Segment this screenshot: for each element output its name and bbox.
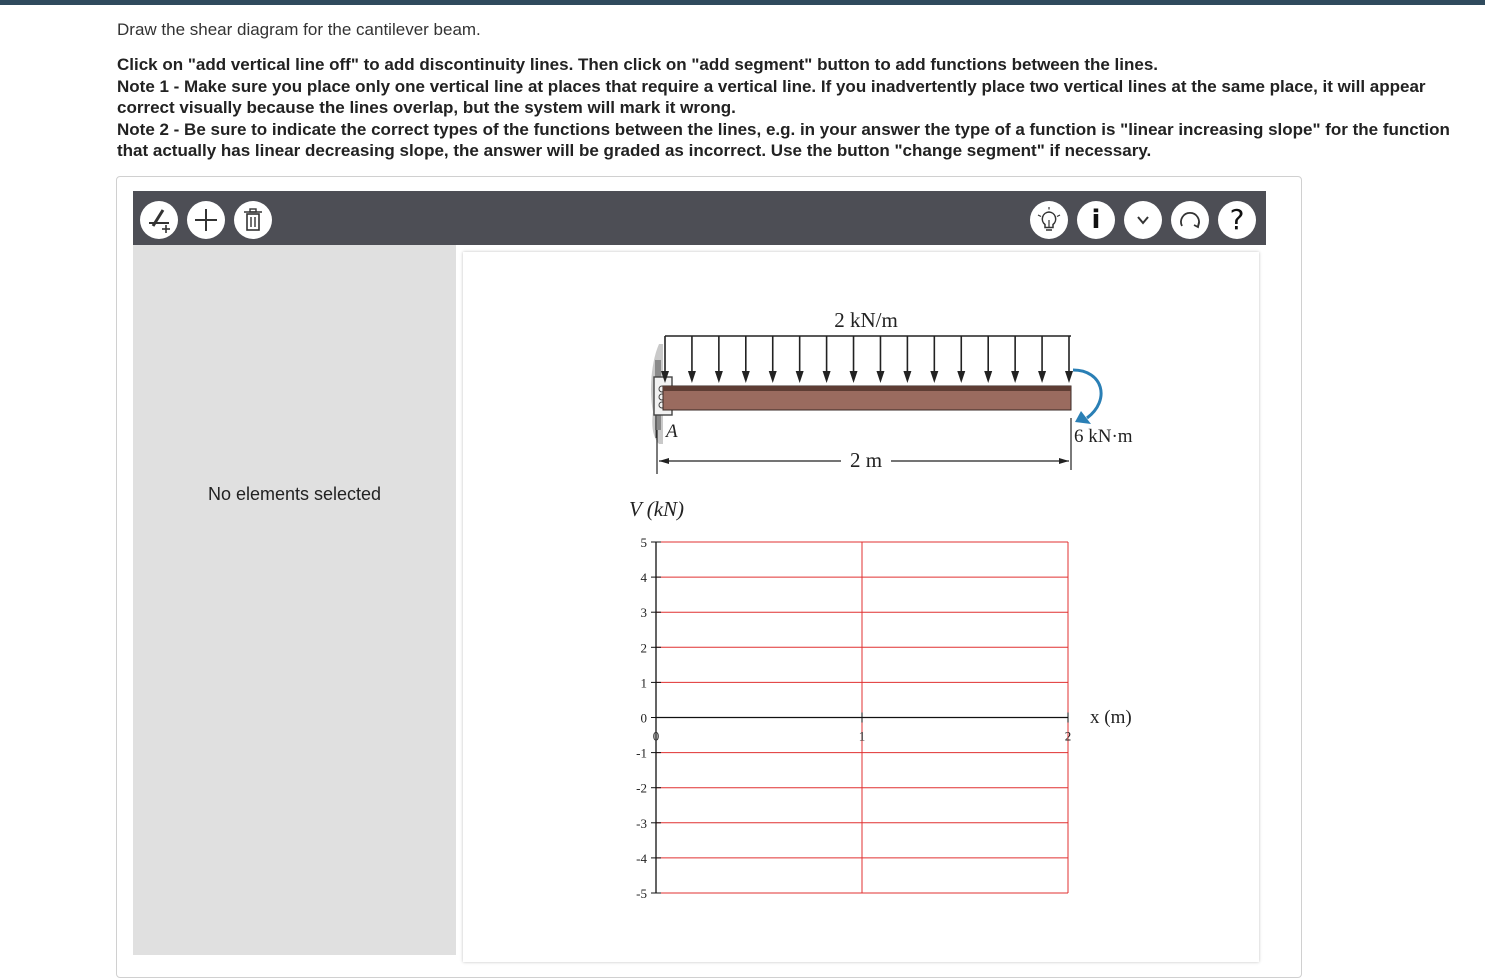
hint-button[interactable] — [1030, 201, 1068, 239]
load-arrowhead — [742, 371, 750, 383]
vertical-line-icon — [145, 206, 173, 234]
load-label: 2 kN/m — [834, 308, 898, 332]
expand-button[interactable] — [1124, 201, 1162, 239]
y-tick-label: 4 — [640, 570, 647, 586]
load-arrowhead — [850, 371, 858, 383]
add-vertical-line-button[interactable] — [140, 201, 178, 239]
load-arrowhead — [688, 371, 696, 383]
figure-and-chart[interactable] — [463, 252, 1259, 962]
y-tick-label: -1 — [636, 745, 647, 761]
load-arrowhead — [876, 371, 884, 383]
moment-label: 6 kN·m — [1074, 426, 1133, 447]
load-arrowhead — [1065, 371, 1073, 383]
load-arrowhead — [930, 371, 938, 383]
info-icon: i — [1091, 205, 1101, 235]
top-accent-bar — [0, 0, 1485, 5]
shear-chart[interactable] — [629, 497, 1132, 901]
x-tick-label: 1 — [858, 728, 866, 744]
load-arrows — [661, 336, 1073, 383]
load-arrowhead — [769, 371, 777, 383]
load-arrowhead — [796, 371, 804, 383]
y-tick-label: 2 — [640, 640, 647, 656]
y-tick-label: 3 — [640, 605, 647, 621]
trash-icon — [239, 206, 267, 234]
load-arrowhead — [1011, 371, 1019, 383]
instruction-note-1: Note 1 - Make sure you place only one vertical line at places that require a vertical line. If you inadvertently place two vertical lines at the same place, it will appear correct visually because the lines overlap, but the system will mark it wrong. — [117, 76, 1426, 117]
question-icon: ? — [1229, 203, 1245, 236]
drawing-canvas[interactable] — [463, 252, 1259, 962]
lightbulb-icon — [1035, 206, 1063, 234]
y-tick-label: 5 — [640, 535, 647, 550]
add-segment-button[interactable] — [187, 201, 225, 239]
y-tick-label: -3 — [636, 815, 647, 831]
y-axis-label: V (kN) — [629, 497, 685, 521]
y-tick-label: -4 — [636, 850, 647, 866]
beam-figure — [651, 308, 1133, 474]
y-tick-label: 1 — [640, 675, 647, 691]
x-tick-label: 0 — [652, 728, 660, 744]
load-arrowhead — [903, 371, 911, 383]
load-arrowhead — [984, 371, 992, 383]
length-label: 2 m — [849, 448, 883, 472]
properties-sidebar — [133, 245, 456, 955]
instruction-main: Click on "add vertical line off" to add discontinuity lines. Then click on "add segment" button to add functions between the lines. — [117, 55, 1159, 74]
load-arrowhead — [1038, 371, 1046, 383]
load-arrowhead — [715, 371, 723, 383]
help-button[interactable] — [1218, 201, 1256, 239]
y-tick-label: -2 — [636, 780, 647, 796]
x-axis-label: x (m) — [1090, 707, 1132, 728]
load-arrowhead — [957, 371, 965, 383]
load-arrowhead — [823, 371, 831, 383]
chevron-down-icon — [1133, 210, 1153, 230]
y-tick-label: 0 — [640, 710, 647, 726]
instructions — [117, 54, 1477, 162]
x-tick-label: 2 — [1064, 728, 1072, 744]
plus-icon — [192, 206, 220, 234]
moment-arrow — [1073, 370, 1101, 418]
y-tick-label: -5 — [636, 886, 647, 901]
info-button[interactable] — [1077, 201, 1115, 239]
redo-icon — [1176, 206, 1204, 234]
instruction-note-2: Note 2 - Be sure to indicate the correct types of the functions between the lines, e.g. in your answer the type of a function is "linear increasing slope" for the function that actually has linear decreasing slope, the answer will be graded as incorrect. Use the button "change segment" if necessary. — [117, 119, 1450, 160]
question-title: Draw the shear diagram for the cantilever beam. — [117, 20, 481, 39]
support-label: A — [666, 421, 678, 442]
reset-button[interactable] — [1171, 201, 1209, 239]
delete-button[interactable] — [234, 201, 272, 239]
selection-status: No elements selected — [207, 484, 382, 504]
